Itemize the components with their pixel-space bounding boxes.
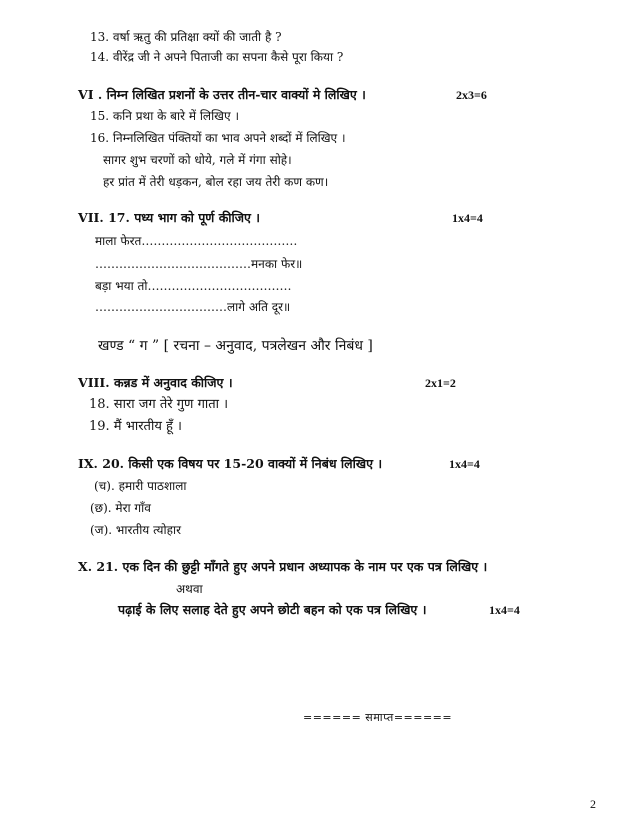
essay-option-3: (ज). भारतीय त्योहार — [90, 523, 182, 537]
poem-line-1: माला फेरत………………………………… — [95, 234, 298, 248]
page-number: 2 — [590, 797, 596, 811]
section-7-marks: 1x4=4 — [452, 211, 483, 225]
end-marker: ====== समाप्त====== — [303, 711, 453, 724]
essay-option-2: (छ). मेरा गाँव — [90, 501, 151, 515]
alternate-letter-question: पढ़ाई के लिए सलाह देते हुए अपने छोटी बहन को एक पत्र लिखिए । — [118, 602, 427, 617]
or-label: अथवा — [176, 582, 203, 596]
question-18: 18. सारा जग तेरे गुण गाता । — [89, 397, 229, 412]
section-9-marks: 1x4=4 — [449, 457, 480, 471]
essay-option-1: (च). हमारी पाठशाला — [94, 479, 187, 493]
section-9-heading: IX. 20. किसी एक विषय पर 15-20 वाक्यों में निबंध लिखिए । — [78, 456, 383, 471]
question-14: 14. वीरेंद्र जी ने अपने पिताजी का सपना कैसे पूरा किया ? — [90, 50, 344, 64]
section-6-heading: VI . निम्न लिखित प्रशनों के उत्तर तीन-चार वाक्यों मे लिखिए । — [78, 87, 366, 102]
question-16: 16. निम्नलिखित पंक्तियों का भाव अपने शब्दों में लिखिए । — [90, 131, 346, 145]
question-15: 15. कनि प्रथा के बारे में लिखिए । — [90, 109, 239, 123]
section-7-heading: VII. 17. पध्य भाग को पूर्ण कीजिए । — [78, 210, 261, 225]
section-8-heading: VIII. कन्नड में अनुवाद कीजिए । — [78, 375, 233, 390]
section-g-title: खण्ड “ ग ” [ रचना – अनुवाद, पत्रलेखन और निबंध ] — [98, 338, 373, 354]
poem-line-4: ……………………………लागे अति दूर॥ — [95, 300, 291, 314]
section-8-marks: 2x1=2 — [425, 376, 456, 390]
question-13: 13. वर्षा ऋतु की प्रतिक्षा क्यों की जाती है ? — [90, 30, 282, 44]
poem-line-3: बड़ा भया तो……………………………… — [95, 279, 292, 293]
section-6-marks: 2x3=6 — [456, 88, 487, 102]
question-19: 19. मैं भारतीय हूँ । — [89, 419, 182, 434]
verse-line-1: सागर शुभ चरणों को धोये, गले में गंगा सोहे। — [103, 153, 292, 167]
poem-line-2: …………………………………मनका फेर॥ — [95, 257, 303, 271]
verse-line-2: हर प्रांत में तेरी धड़कन, बोल रहा जय तेरी कण कण। — [103, 175, 329, 189]
section-10-marks: 1x4=4 — [489, 603, 520, 617]
section-10-heading: X. 21. एक दिन की छुट्टी माँगते हुए अपने प्रधान अध्यापक के नाम पर एक पत्र लिखिए । — [78, 559, 488, 574]
